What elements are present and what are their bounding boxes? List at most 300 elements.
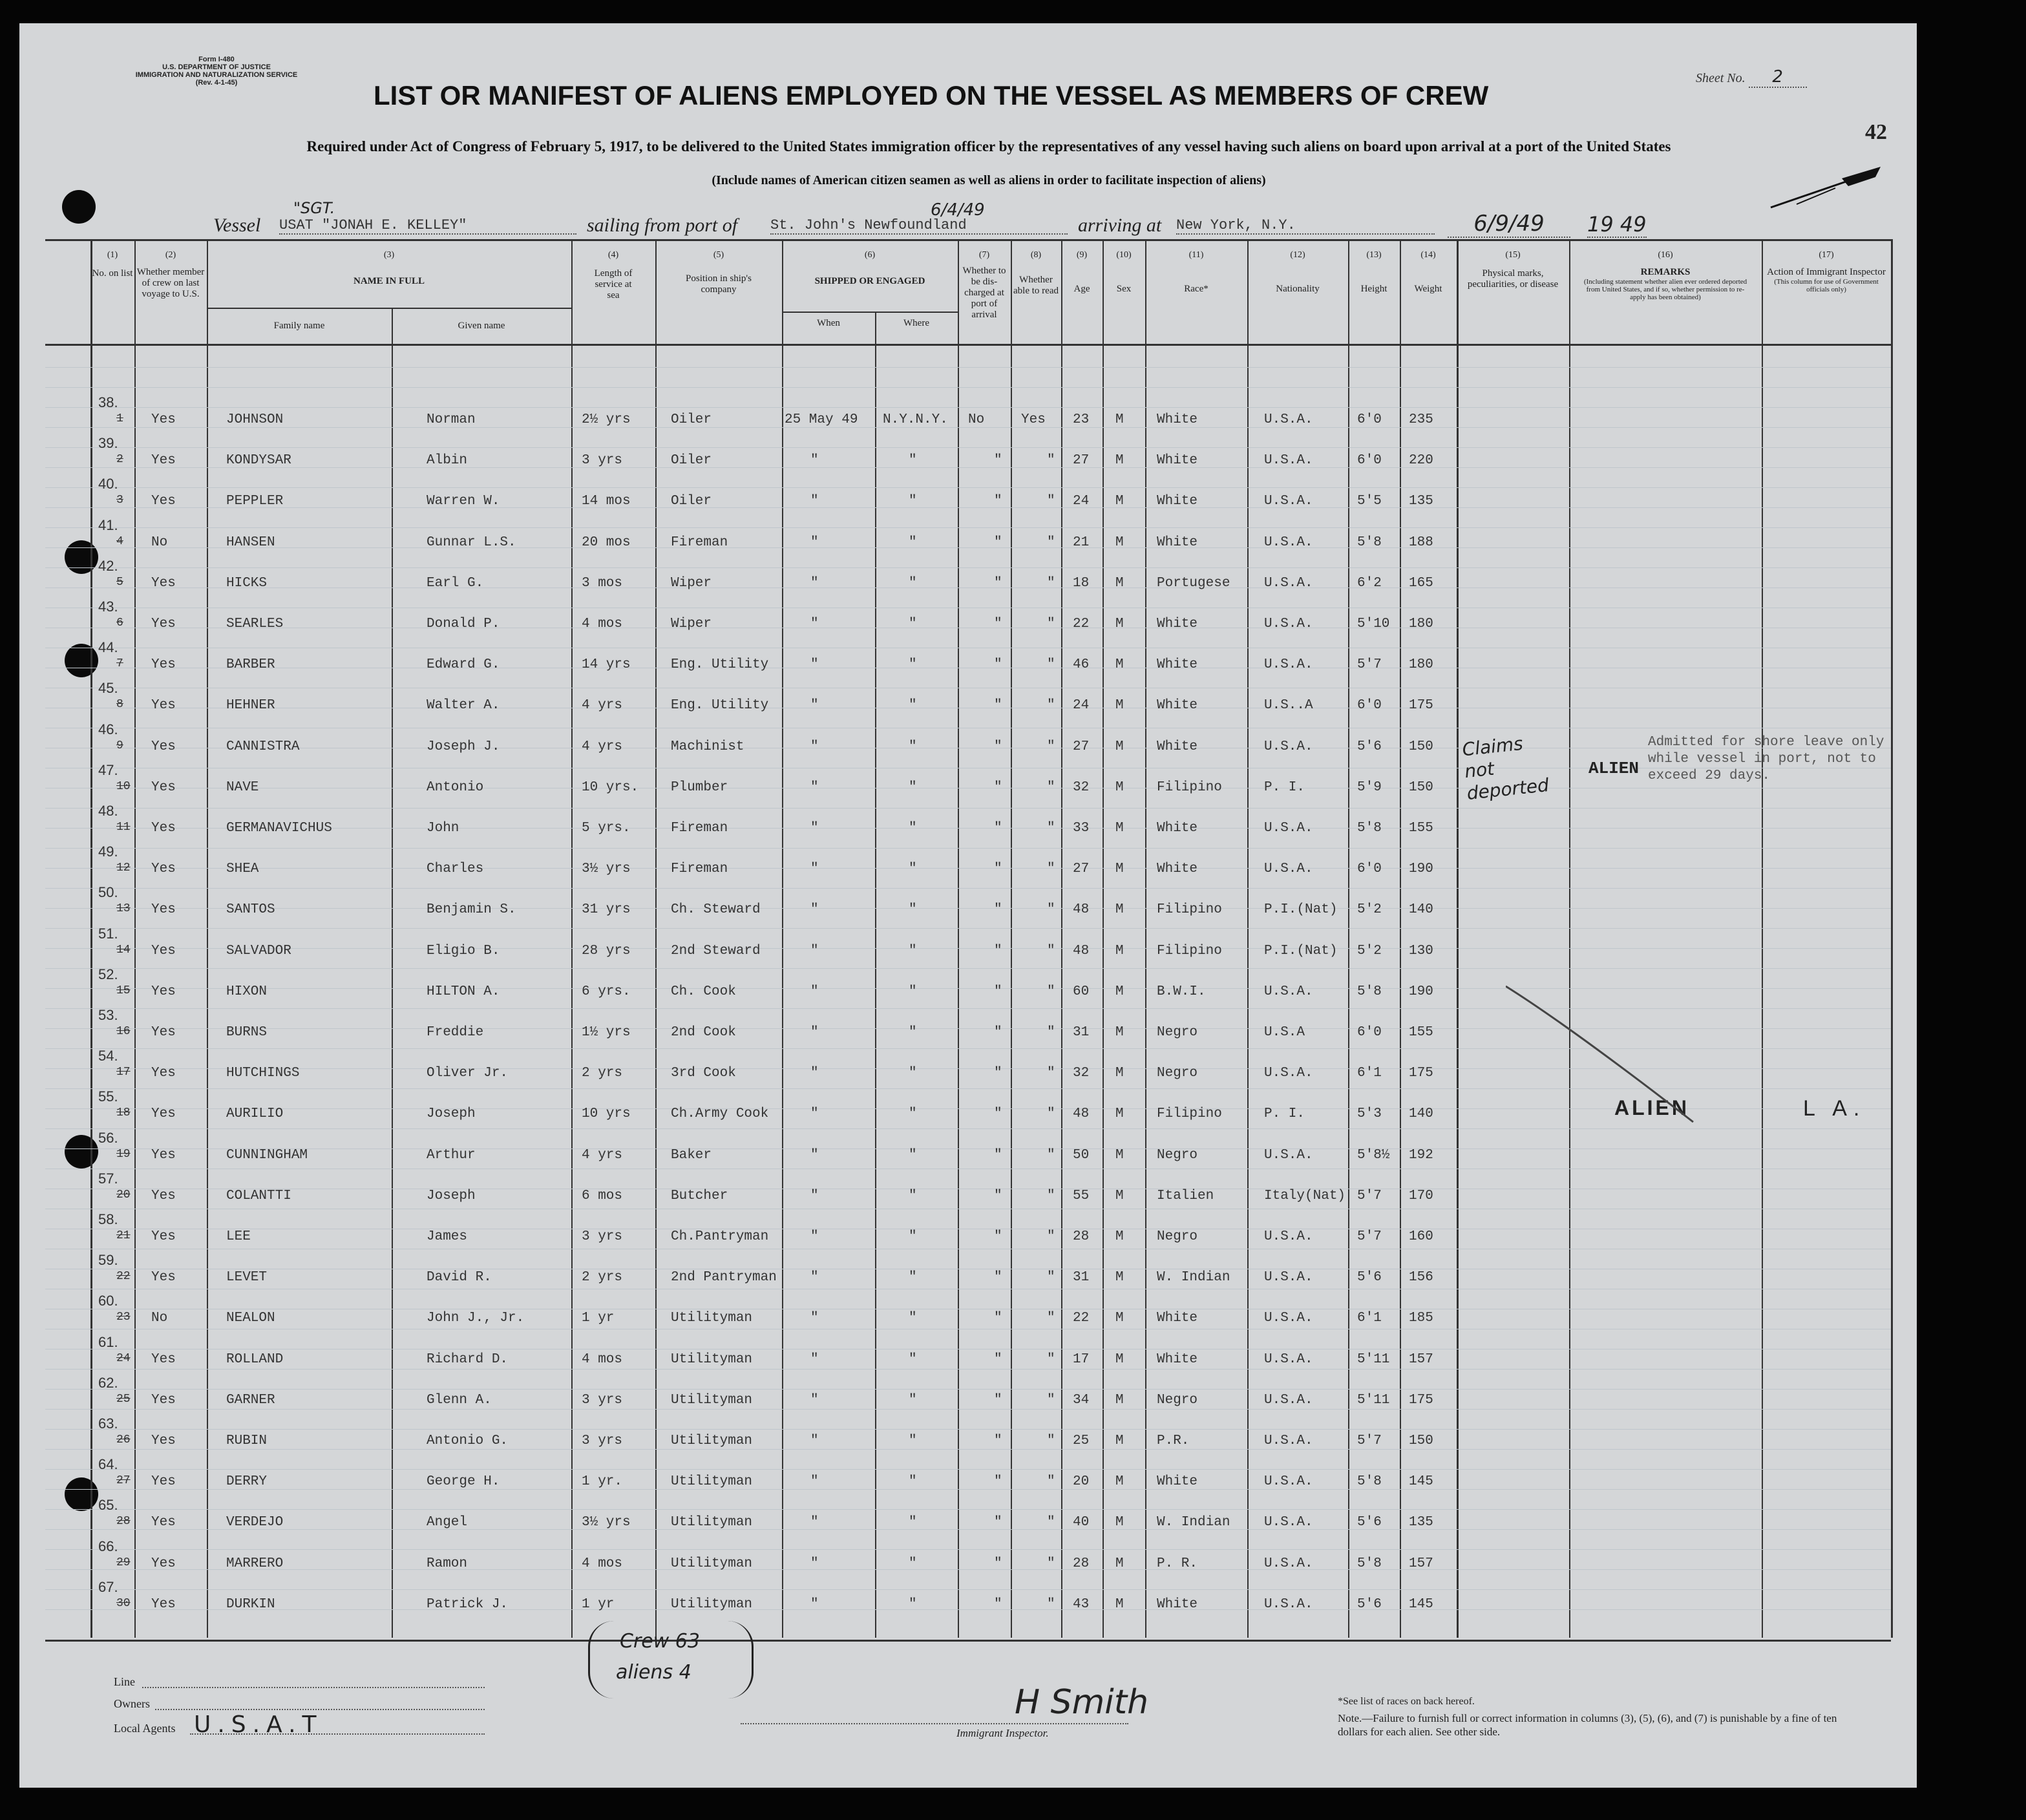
- position-cell: Ch.Pantryman: [671, 1229, 769, 1244]
- department-name: U.S. DEPARTMENT OF JUSTICE: [162, 63, 271, 71]
- col-header-shipped: (6) SHIPPED OR ENGAGED: [814, 250, 925, 286]
- service-length-cell: 5 yrs.: [582, 821, 631, 836]
- ruled-line: [45, 1509, 1891, 1510]
- shipped-when-cell: ": [810, 984, 819, 999]
- prev-voyage-cell: Yes: [151, 1474, 176, 1490]
- position-cell: 2nd Pantryman: [671, 1270, 777, 1286]
- col-header-weight: (14) Weight: [1414, 250, 1442, 294]
- inspector-signature: H Smith: [1015, 1683, 1149, 1722]
- shipped-where-cell: ": [909, 453, 917, 469]
- shipped-when-cell: ": [810, 1147, 819, 1163]
- race-cell: Italien: [1157, 1188, 1214, 1203]
- able-to-read-cell: ": [1047, 1351, 1055, 1367]
- given-name-cell: Joseph: [427, 1188, 476, 1203]
- race-cell: White: [1157, 494, 1198, 509]
- crew-row: [19, 1497, 1917, 1537]
- family-name-cell: LEE: [226, 1229, 251, 1244]
- sex-cell: M: [1115, 1474, 1124, 1490]
- family-name-cell: HEHNER: [226, 698, 275, 714]
- list-number-cell: 44.: [98, 639, 118, 656]
- prev-voyage-cell: Yes: [151, 453, 176, 469]
- nationality-cell: U.S.A.: [1264, 617, 1313, 631]
- original-number-cell: 5: [116, 575, 123, 589]
- discharged-cell: ": [994, 617, 1002, 631]
- race-cell: White: [1157, 698, 1198, 714]
- given-name-cell: James: [427, 1229, 468, 1244]
- position-cell: Utilityman: [671, 1434, 753, 1448]
- race-cell: Filipino: [1157, 902, 1222, 918]
- discharged-cell: ": [994, 779, 1002, 795]
- position-cell: Utilityman: [671, 1596, 753, 1612]
- nationality-cell: Italy(Nat): [1264, 1188, 1346, 1203]
- able-to-read-cell: ": [1047, 1106, 1055, 1122]
- service-length-cell: 2 yrs: [582, 1270, 623, 1286]
- given-name-cell: Benjamin S.: [427, 902, 516, 918]
- shipped-when-cell: ": [810, 1025, 819, 1040]
- discharged-cell: ": [994, 984, 1002, 999]
- given-name-cell: David R.: [427, 1270, 492, 1286]
- height-cell: 5'8: [1357, 821, 1382, 836]
- height-cell: 6'1: [1357, 1066, 1382, 1081]
- height-cell: 6'0: [1357, 862, 1382, 877]
- height-cell: 5'10: [1357, 617, 1390, 631]
- able-to-read-cell: ": [1047, 1515, 1055, 1530]
- pen-mark-icon: [1764, 159, 1887, 217]
- age-cell: 31: [1073, 1270, 1090, 1286]
- crew-row: [19, 1170, 1917, 1211]
- age-cell: 55: [1073, 1188, 1090, 1203]
- service-length-cell: 3½ yrs: [582, 862, 631, 877]
- position-cell: Eng. Utility: [671, 657, 769, 673]
- list-number-cell: 61.: [98, 1333, 118, 1350]
- given-name-cell: Ramon: [427, 1556, 468, 1571]
- age-cell: 27: [1073, 453, 1090, 469]
- crew-row: [19, 843, 1917, 884]
- vessel-line: [213, 199, 1764, 244]
- arriving-port: New York, N.Y.: [1176, 217, 1435, 235]
- weight-cell: 188: [1409, 534, 1433, 550]
- shipped-where-cell: ": [909, 698, 917, 714]
- discharged-cell: ": [994, 1188, 1002, 1203]
- family-name-cell: DURKIN: [226, 1596, 275, 1612]
- given-name-cell: Gunnar L.S.: [427, 534, 516, 550]
- position-cell: Utilityman: [671, 1474, 753, 1490]
- weight-cell: 135: [1409, 1515, 1433, 1530]
- shipped-where-cell: ": [909, 1515, 917, 1530]
- page-number: 42: [1865, 120, 1887, 144]
- prev-voyage-cell: Yes: [151, 1351, 176, 1367]
- original-number-cell: 30: [116, 1596, 131, 1610]
- race-cell: Negro: [1157, 1392, 1198, 1408]
- prev-voyage-cell: Yes: [151, 698, 176, 714]
- shipped-when-cell: ": [810, 1392, 819, 1408]
- list-number-cell: 54.: [98, 1048, 118, 1064]
- col-header-nationality: (12) Nationality: [1276, 250, 1320, 294]
- original-number-cell: 9: [116, 739, 123, 752]
- list-number-cell: 59.: [98, 1252, 118, 1269]
- original-number-cell: 12: [116, 862, 131, 875]
- service-length-cell: 3 yrs: [582, 453, 623, 469]
- weight-cell: 190: [1409, 862, 1433, 877]
- nationality-cell: U.S.A.: [1264, 1515, 1313, 1530]
- shipped-where-cell: ": [909, 984, 917, 999]
- age-cell: 18: [1073, 575, 1090, 591]
- sex-cell: M: [1115, 1188, 1124, 1203]
- age-cell: 34: [1073, 1392, 1090, 1408]
- original-number-cell: 20: [116, 1188, 131, 1201]
- prev-voyage-cell: Yes: [151, 862, 176, 877]
- age-cell: 48: [1073, 943, 1090, 958]
- nationality-cell: U.S.A.: [1264, 1392, 1313, 1408]
- list-number-cell: 63.: [98, 1415, 118, 1432]
- family-name-cell: JOHNSON: [226, 412, 284, 427]
- weight-cell: 155: [1409, 1025, 1433, 1040]
- position-cell: Oiler: [671, 412, 712, 427]
- sex-cell: M: [1115, 494, 1124, 509]
- race-cell: White: [1157, 739, 1198, 754]
- sex-cell: M: [1115, 1106, 1124, 1122]
- list-number-cell: 57.: [98, 1170, 118, 1187]
- list-number-cell: 48.: [98, 803, 118, 819]
- prev-voyage-cell: Yes: [151, 1066, 176, 1081]
- able-to-read-cell: ": [1047, 943, 1055, 958]
- list-number-cell: 38.: [98, 394, 118, 410]
- prev-voyage-cell: Yes: [151, 657, 176, 673]
- original-number-cell: 15: [116, 984, 131, 997]
- list-number-cell: 47.: [98, 761, 118, 778]
- shipped-where-cell: ": [909, 1229, 917, 1244]
- discharged-cell: ": [994, 1351, 1002, 1367]
- prev-voyage-cell: Yes: [151, 902, 176, 918]
- shipped-where-cell: ": [909, 1106, 917, 1122]
- given-name-cell: Donald P.: [427, 617, 500, 631]
- service-length-cell: 28 yrs: [582, 943, 631, 958]
- discharged-cell: ": [994, 1066, 1002, 1081]
- list-number-cell: 67.: [98, 1578, 118, 1595]
- race-cell: White: [1157, 534, 1198, 550]
- prev-voyage-cell: Yes: [151, 821, 176, 836]
- service-name: IMMIGRATION AND NATURALIZATION SERVICE: [135, 71, 298, 79]
- service-length-cell: 4 mos: [582, 617, 623, 631]
- able-to-read-cell: ": [1047, 779, 1055, 795]
- pencil-stroke: [1506, 980, 1700, 1135]
- discharged-cell: ": [994, 1229, 1002, 1244]
- weight-cell: 157: [1409, 1556, 1433, 1571]
- year: 19 49: [1587, 212, 1647, 237]
- height-cell: 5'6: [1357, 1515, 1382, 1530]
- discharged-cell: ": [994, 1596, 1002, 1612]
- weight-cell: 235: [1409, 412, 1433, 427]
- sex-cell: M: [1115, 821, 1124, 836]
- col-header-no: (1) No. on list: [92, 250, 133, 279]
- service-length-cell: 6 yrs.: [582, 984, 631, 999]
- family-name-cell: PEPPLER: [226, 494, 284, 509]
- original-number-cell: 17: [116, 1066, 131, 1079]
- service-length-cell: 6 mos: [582, 1188, 623, 1203]
- family-name-cell: SALVADOR: [226, 943, 291, 958]
- list-number-cell: 62.: [98, 1374, 118, 1391]
- given-name-cell: Charles: [427, 862, 484, 877]
- prev-voyage-cell: Yes: [151, 1392, 176, 1408]
- prev-voyage-cell: Yes: [151, 1556, 176, 1571]
- age-cell: 46: [1073, 657, 1090, 673]
- sex-cell: M: [1115, 617, 1124, 631]
- height-cell: 5'9: [1357, 779, 1382, 795]
- height-cell: 5'11: [1357, 1392, 1390, 1408]
- service-length-cell: 14 mos: [582, 494, 631, 509]
- service-length-cell: 1½ yrs: [582, 1025, 631, 1040]
- able-to-read-cell: ": [1047, 575, 1055, 591]
- shipped-where-cell: ": [909, 821, 917, 836]
- age-cell: 27: [1073, 739, 1090, 754]
- age-cell: 22: [1073, 1311, 1090, 1326]
- weight-cell: 180: [1409, 617, 1433, 631]
- race-cell: White: [1157, 821, 1198, 836]
- list-number-cell: 65.: [98, 1497, 118, 1514]
- able-to-read-cell: ": [1047, 984, 1055, 999]
- col-header-discharged: (7) Whether to be dis-charged at port of arrival: [962, 250, 1006, 320]
- original-number-cell: 27: [116, 1474, 131, 1488]
- nationality-cell: U.S.A.: [1264, 1147, 1313, 1163]
- family-name-cell: HANSEN: [226, 534, 275, 550]
- manifest-sheet: [19, 23, 1917, 1788]
- original-number-cell: 14: [116, 943, 131, 957]
- position-cell: 2nd Steward: [671, 943, 761, 958]
- sex-cell: M: [1115, 1025, 1124, 1040]
- able-to-read-cell: ": [1047, 902, 1055, 918]
- discharged-cell: ": [994, 1270, 1002, 1286]
- ruled-line: [45, 487, 1891, 488]
- prev-voyage-cell: Yes: [151, 1229, 176, 1244]
- position-cell: Ch.Army Cook: [671, 1106, 769, 1122]
- weight-cell: 130: [1409, 943, 1433, 958]
- service-length-cell: 1 yr: [582, 1596, 615, 1612]
- weight-cell: 170: [1409, 1188, 1433, 1203]
- race-cell: W. Indian: [1157, 1270, 1230, 1286]
- family-name-cell: RUBIN: [226, 1434, 268, 1448]
- weight-cell: 135: [1409, 494, 1433, 509]
- shipped-when-cell: ": [810, 1270, 819, 1286]
- discharged-cell: ": [994, 1515, 1002, 1530]
- weight-cell: 155: [1409, 821, 1433, 836]
- list-number-cell: 50.: [98, 884, 118, 901]
- weight-cell: 150: [1409, 779, 1433, 795]
- list-number-cell: 49.: [98, 843, 118, 860]
- age-cell: 32: [1073, 1066, 1090, 1081]
- list-number-cell: 60.: [98, 1293, 118, 1309]
- service-length-cell: 14 yrs: [582, 657, 631, 673]
- weight-cell: 192: [1409, 1147, 1433, 1163]
- crew-row: [19, 1252, 1917, 1292]
- service-length-cell: 3½ yrs: [582, 1515, 631, 1530]
- able-to-read-cell: ": [1047, 1474, 1055, 1490]
- weight-cell: 220: [1409, 453, 1433, 469]
- shipped-when-cell: ": [810, 779, 819, 795]
- nationality-cell: U.S.A.: [1264, 575, 1313, 591]
- sailing-date-handwritten: 6/4/49: [931, 200, 985, 220]
- sex-cell: M: [1115, 412, 1124, 427]
- race-cell: White: [1157, 412, 1198, 427]
- shipped-where-cell: ": [909, 779, 917, 795]
- original-number-cell: 21: [116, 1229, 131, 1242]
- position-cell: Fireman: [671, 862, 728, 877]
- prev-voyage-cell: Yes: [151, 1025, 176, 1040]
- shipped-when-cell: ": [810, 575, 819, 591]
- age-cell: 60: [1073, 984, 1090, 999]
- list-number-cell: 64.: [98, 1456, 118, 1473]
- form-identifier: [103, 56, 330, 87]
- local-agents-field: Local Agents U.S.A.T: [114, 1722, 175, 1735]
- height-cell: 5'8: [1357, 1556, 1382, 1571]
- position-cell: Utilityman: [671, 1351, 753, 1367]
- race-cell: White: [1157, 453, 1198, 469]
- position-cell: 2nd Cook: [671, 1025, 736, 1040]
- crew-row: [19, 516, 1917, 557]
- crew-row: [19, 925, 1917, 966]
- able-to-read-cell: ": [1047, 657, 1055, 673]
- able-to-read-cell: ": [1047, 1434, 1055, 1448]
- weight-cell: 175: [1409, 698, 1433, 714]
- given-name-cell: Edward G.: [427, 657, 500, 673]
- crew-row: [19, 1129, 1917, 1170]
- height-cell: 5'8: [1357, 1474, 1382, 1490]
- ruled-line: [45, 848, 1891, 849]
- race-cell: Negro: [1157, 1229, 1198, 1244]
- original-number-cell: 3: [116, 494, 123, 507]
- shipped-where-cell: ": [909, 1434, 917, 1448]
- col-header-age: (9) Age: [1073, 250, 1090, 294]
- shipped-when-cell: ": [810, 1066, 819, 1081]
- sex-cell: M: [1115, 1515, 1124, 1530]
- family-name-cell: NAVE: [226, 779, 259, 795]
- list-number-cell: 42.: [98, 557, 118, 574]
- original-number-cell: 4: [116, 534, 123, 548]
- position-cell: Baker: [671, 1147, 712, 1163]
- prev-voyage-cell: Yes: [151, 575, 176, 591]
- position-cell: Oiler: [671, 453, 712, 469]
- shipped-when-cell: ": [810, 698, 819, 714]
- age-cell: 33: [1073, 821, 1090, 836]
- shipped-where-cell: ": [909, 1147, 917, 1163]
- race-cell: White: [1157, 617, 1198, 631]
- able-to-read-cell: ": [1047, 698, 1055, 714]
- race-cell: Negro: [1157, 1066, 1198, 1081]
- original-number-cell: 28: [116, 1515, 131, 1529]
- discharged-cell: ": [994, 1025, 1002, 1040]
- shipped-where-cell: N.Y.N.Y.: [883, 412, 948, 427]
- col-header-physical-marks: (15) Physical marks, peculiarities, or disease: [1467, 250, 1559, 290]
- height-cell: 5'6: [1357, 739, 1382, 754]
- height-cell: 5'2: [1357, 943, 1382, 958]
- ruled-line: [45, 888, 1891, 889]
- sex-cell: M: [1115, 575, 1124, 591]
- race-cell: Negro: [1157, 1147, 1198, 1163]
- shipped-where-cell: ": [909, 1066, 917, 1081]
- list-number-cell: 45.: [98, 680, 118, 697]
- service-length-cell: 2½ yrs: [582, 412, 631, 427]
- discharged-cell: No: [968, 412, 985, 427]
- family-name-cell: CANNISTRA: [226, 739, 300, 754]
- shipped-when-cell: ": [810, 1596, 819, 1612]
- discharged-cell: ": [994, 657, 1002, 673]
- ruled-line: [45, 387, 1891, 388]
- family-name-cell: LEVET: [226, 1270, 268, 1286]
- crew-row: [19, 1538, 1917, 1578]
- list-number-cell: 53.: [98, 1007, 118, 1023]
- sailing-port: St. John's Newfoundland: [770, 217, 1068, 235]
- nationality-cell: P. I.: [1264, 779, 1305, 795]
- position-cell: Wiper: [671, 575, 712, 591]
- able-to-read-cell: ": [1047, 453, 1055, 469]
- race-cell: Negro: [1157, 1025, 1198, 1040]
- crew-row: [19, 1415, 1917, 1455]
- weight-cell: 175: [1409, 1066, 1433, 1081]
- crew-row: [19, 1333, 1917, 1374]
- crew-row: [19, 1456, 1917, 1496]
- family-name-cell: GERMANAVICHUS: [226, 821, 332, 836]
- given-name-cell: Antonio: [427, 779, 484, 795]
- sex-cell: M: [1115, 698, 1124, 714]
- given-name-cell: Patrick J.: [427, 1596, 509, 1612]
- claims-not-deported-note: Claims not deported: [1461, 732, 1550, 805]
- able-to-read-cell: ": [1047, 1311, 1055, 1326]
- race-cell: Filipino: [1157, 943, 1222, 958]
- race-cell: Filipino: [1157, 779, 1222, 795]
- able-to-read-cell: ": [1047, 821, 1055, 836]
- shipped-when-cell: ": [810, 1106, 819, 1122]
- shipped-where-cell: ": [909, 1025, 917, 1040]
- weight-cell: 156: [1409, 1270, 1433, 1286]
- given-name-cell: John J., Jr.: [427, 1311, 525, 1326]
- family-name-cell: KONDYSAR: [226, 453, 291, 469]
- ruled-line: [45, 527, 1891, 528]
- able-to-read-cell: ": [1047, 617, 1055, 631]
- service-length-cell: 31 yrs: [582, 902, 631, 918]
- shipped-where-cell: ": [909, 1596, 917, 1612]
- age-cell: 28: [1073, 1556, 1090, 1571]
- prev-voyage-cell: No: [151, 534, 168, 550]
- age-cell: 48: [1073, 1106, 1090, 1122]
- position-cell: Ch. Cook: [671, 984, 736, 999]
- position-cell: Butcher: [671, 1188, 728, 1203]
- discharged-cell: ": [994, 453, 1002, 469]
- family-name-cell: SHEA: [226, 862, 259, 877]
- nationality-cell: U.S.A.: [1264, 494, 1313, 509]
- header-subrule: [782, 312, 958, 313]
- weight-cell: 150: [1409, 739, 1433, 754]
- discharged-cell: ": [994, 943, 1002, 958]
- sex-cell: M: [1115, 534, 1124, 550]
- sex-cell: M: [1115, 862, 1124, 877]
- given-name-cell: Antonio G.: [427, 1434, 509, 1448]
- crew-row: [19, 639, 1917, 679]
- discharged-cell: ": [994, 1434, 1002, 1448]
- prev-voyage-cell: Yes: [151, 1147, 176, 1163]
- age-cell: 22: [1073, 617, 1090, 631]
- original-number-cell: 2: [116, 453, 123, 467]
- sex-cell: M: [1115, 1270, 1124, 1286]
- given-name-cell: HILTON A.: [427, 984, 500, 999]
- height-cell: 5'5: [1357, 494, 1382, 509]
- prev-voyage-cell: Yes: [151, 617, 176, 631]
- height-cell: 5'2: [1357, 902, 1382, 918]
- service-length-cell: 4 mos: [582, 1556, 623, 1571]
- ruled-line: [45, 968, 1891, 969]
- race-cell: W. Indian: [1157, 1515, 1230, 1530]
- family-name-cell: HIXON: [226, 984, 268, 999]
- shipped-where-cell: ": [909, 1474, 917, 1490]
- age-cell: 28: [1073, 1229, 1090, 1244]
